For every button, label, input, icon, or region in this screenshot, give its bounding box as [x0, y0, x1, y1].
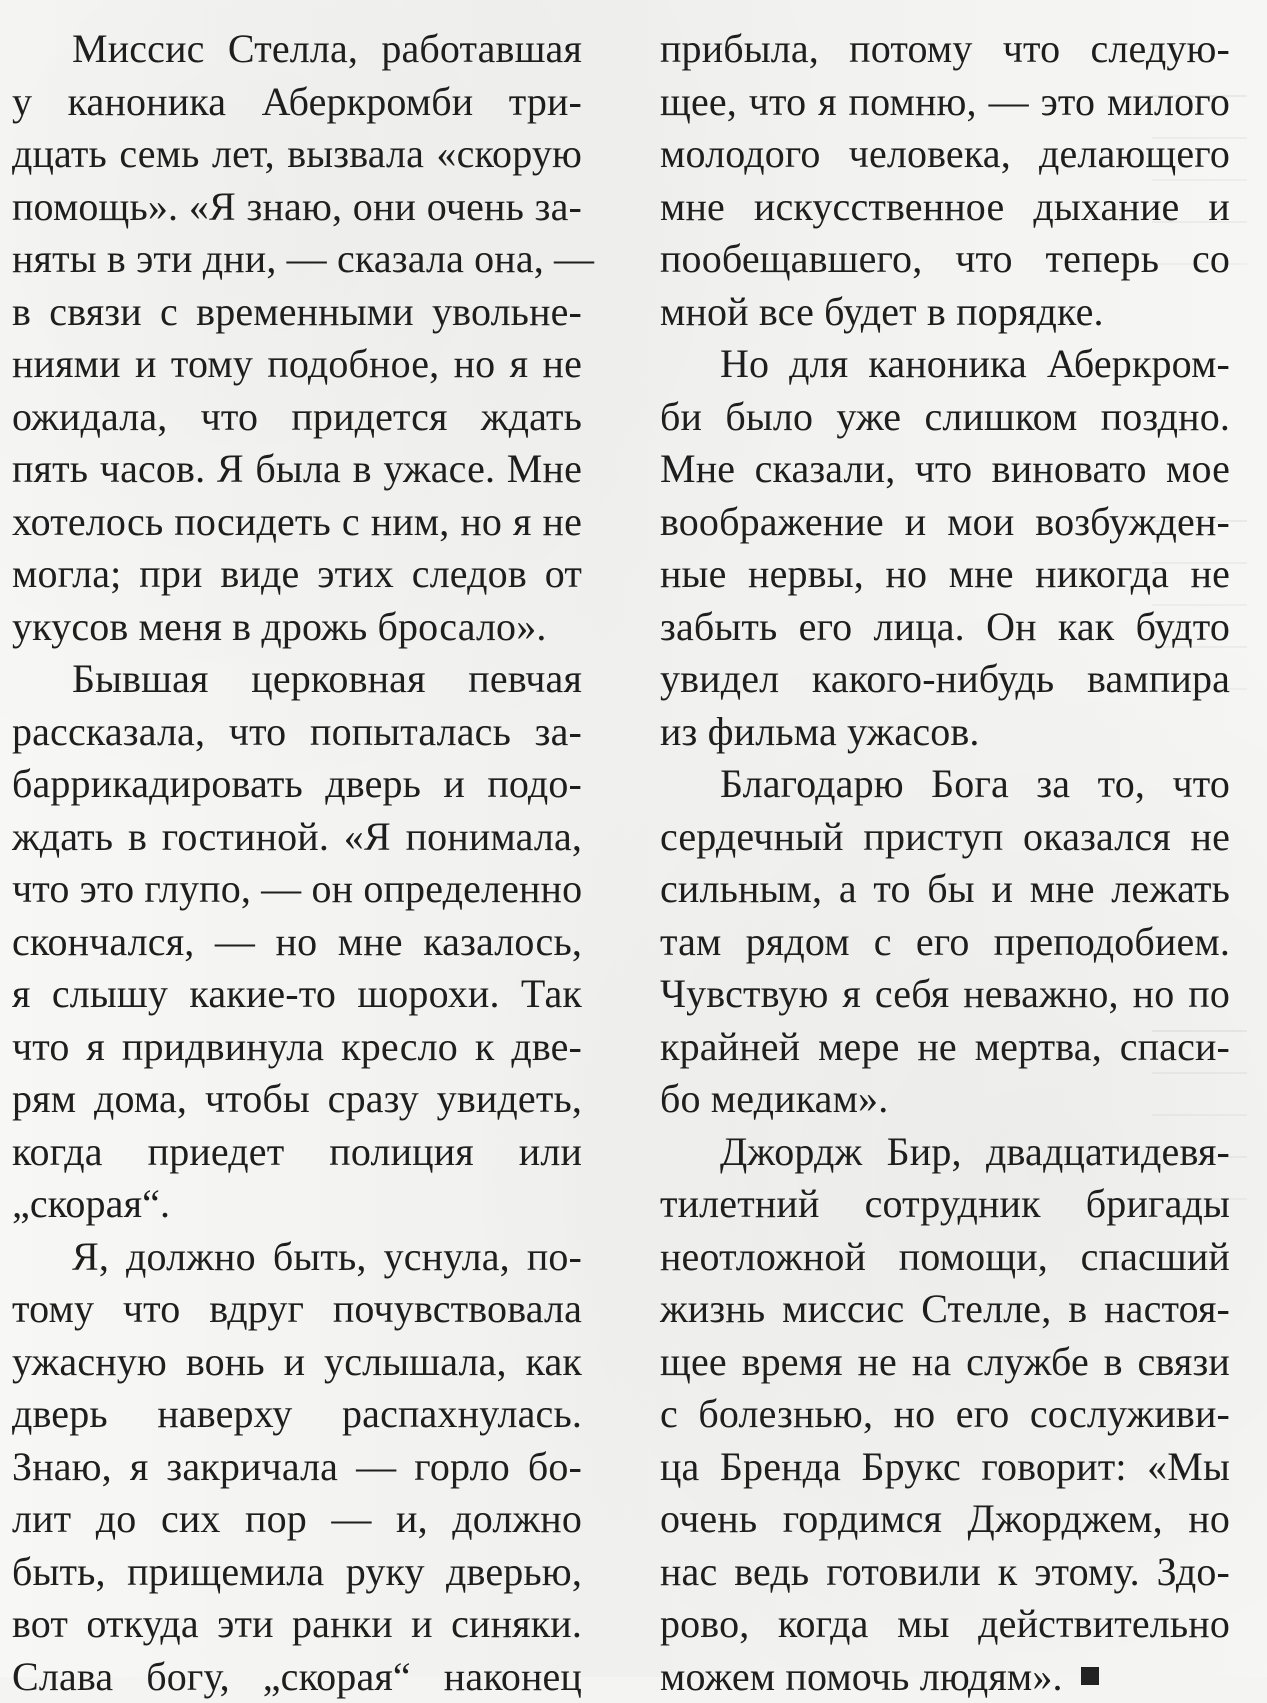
text-line: Я, должно быть, уснула, по- — [12, 1231, 582, 1284]
text-line: жизнь миссис Стелле, в настоя- — [660, 1283, 1230, 1336]
text-line: помощь». «Я знаю, они очень за- — [12, 181, 582, 234]
text-line: ожидала, что придется ждать — [12, 391, 582, 444]
text-line: в связи с временными увольне- — [12, 286, 582, 339]
text-line: воображение и мои возбужден- — [660, 496, 1230, 549]
text-line: би было уже слишком поздно. — [660, 391, 1230, 444]
final-text: можем помочь людям». — [660, 1654, 1063, 1699]
text-line: тому что вдруг почувствовала — [12, 1283, 582, 1336]
text-line: Знаю, я закричала — горло бо- — [12, 1441, 582, 1494]
text-line: вот откуда эти ранки и синяки. — [12, 1598, 582, 1651]
text-line: скончался, — но мне казалось, — [12, 916, 582, 969]
text-line: ные нервы, но мне никогда не — [660, 548, 1230, 601]
text-line: ниями и тому подобное, но я не — [12, 338, 582, 391]
text-line: что я придвинула кресло к две- — [12, 1021, 582, 1074]
text-line: быть, прищемила руку дверью, — [12, 1546, 582, 1599]
text-line: тилетний сотрудник бригады — [660, 1178, 1230, 1231]
text-line: нас ведь готовили к этому. Здо- — [660, 1546, 1230, 1599]
text-line: рово, когда мы действительно — [660, 1598, 1230, 1651]
text-line: няты в эти дни, — сказала она, — — [12, 233, 582, 286]
text-line: укусов меня в дрожь бросало». — [12, 601, 582, 654]
text-line: дцать семь лет, вызвала «скорую — [12, 128, 582, 181]
text-line: когда приедет полиция или — [12, 1126, 582, 1179]
text-line: рассказала, что попыталась за- — [12, 706, 582, 759]
text-line: ждать в гостиной. «Я понимала, — [12, 811, 582, 864]
text-line: „скорая“. — [12, 1178, 582, 1231]
text-line: Благодарю Бога за то, что — [660, 758, 1230, 811]
text-line: пообещавшего, что теперь со — [660, 233, 1230, 286]
text-line: Чувствую я себя неважно, но по — [660, 968, 1230, 1021]
text-line: рям дома, чтобы сразу увидеть, — [12, 1073, 582, 1126]
text-line: бо медикам». — [660, 1073, 1230, 1126]
end-of-article-icon — [1081, 1667, 1099, 1685]
text-line: очень гордимся Джорджем, но — [660, 1493, 1230, 1546]
text-line: из фильма ужасов. — [660, 706, 1230, 759]
text-line: пять часов. Я была в ужасе. Мне — [12, 443, 582, 496]
text-line: там рядом с его преподобием. — [660, 916, 1230, 969]
text-line: сердечный приступ оказался не — [660, 811, 1230, 864]
text-line: я слышу какие-то шорохи. Так — [12, 968, 582, 1021]
text-line: молодого человека, делающего — [660, 128, 1230, 181]
text-line: сильным, а то бы и мне лежать — [660, 863, 1230, 916]
text-line: щее, что я помню, — это милого — [660, 76, 1230, 129]
text-line: ужасную вонь и услышала, как — [12, 1336, 582, 1389]
text-line: хотелось посидеть с ним, но я не — [12, 496, 582, 549]
text-line: что это глупо, — он определенно — [12, 863, 582, 916]
text-line: у каноника Аберкромби три- — [12, 76, 582, 129]
text-line: мне искусственное дыхание и — [660, 181, 1230, 234]
text-line: с болезнью, но его сослуживи- — [660, 1388, 1230, 1441]
text-line: увидел какого-нибудь вампира — [660, 653, 1230, 706]
text-line: мной все будет в порядке. — [660, 286, 1230, 339]
text-line: баррикадировать дверь и подо- — [12, 758, 582, 811]
text-line: крайней мере не мертва, спаси- — [660, 1021, 1230, 1074]
text-line: неотложной помощи, спасший — [660, 1231, 1230, 1284]
text-line: забыть его лица. Он как будто — [660, 601, 1230, 654]
left-text-column — [12, 23, 582, 1703]
text-line: Джордж Бир, двадцатидевя- — [660, 1126, 1230, 1179]
text-line: Бывшая церковная певчая — [12, 653, 582, 706]
text-line: ца Бренда Брукс говорит: «Мы — [660, 1441, 1230, 1494]
text-line: Миссис Стелла, работавшая — [12, 23, 582, 76]
right-text-column — [660, 23, 1230, 1703]
text-line: прибыла, потому что следую- — [660, 23, 1230, 76]
text-line: дверь наверху распахнулась. — [12, 1388, 582, 1441]
text-line: щее время не на службе в связи — [660, 1336, 1230, 1389]
text-line: лит до сих пор — и, должно — [12, 1493, 582, 1546]
text-line: могла; при виде этих следов от — [12, 548, 582, 601]
text-line: Мне сказали, что виновато мое — [660, 443, 1230, 496]
text-line: Слава богу, „скорая“ наконец — [12, 1651, 582, 1703]
text-line: Но для каноника Аберкром- — [660, 338, 1230, 391]
